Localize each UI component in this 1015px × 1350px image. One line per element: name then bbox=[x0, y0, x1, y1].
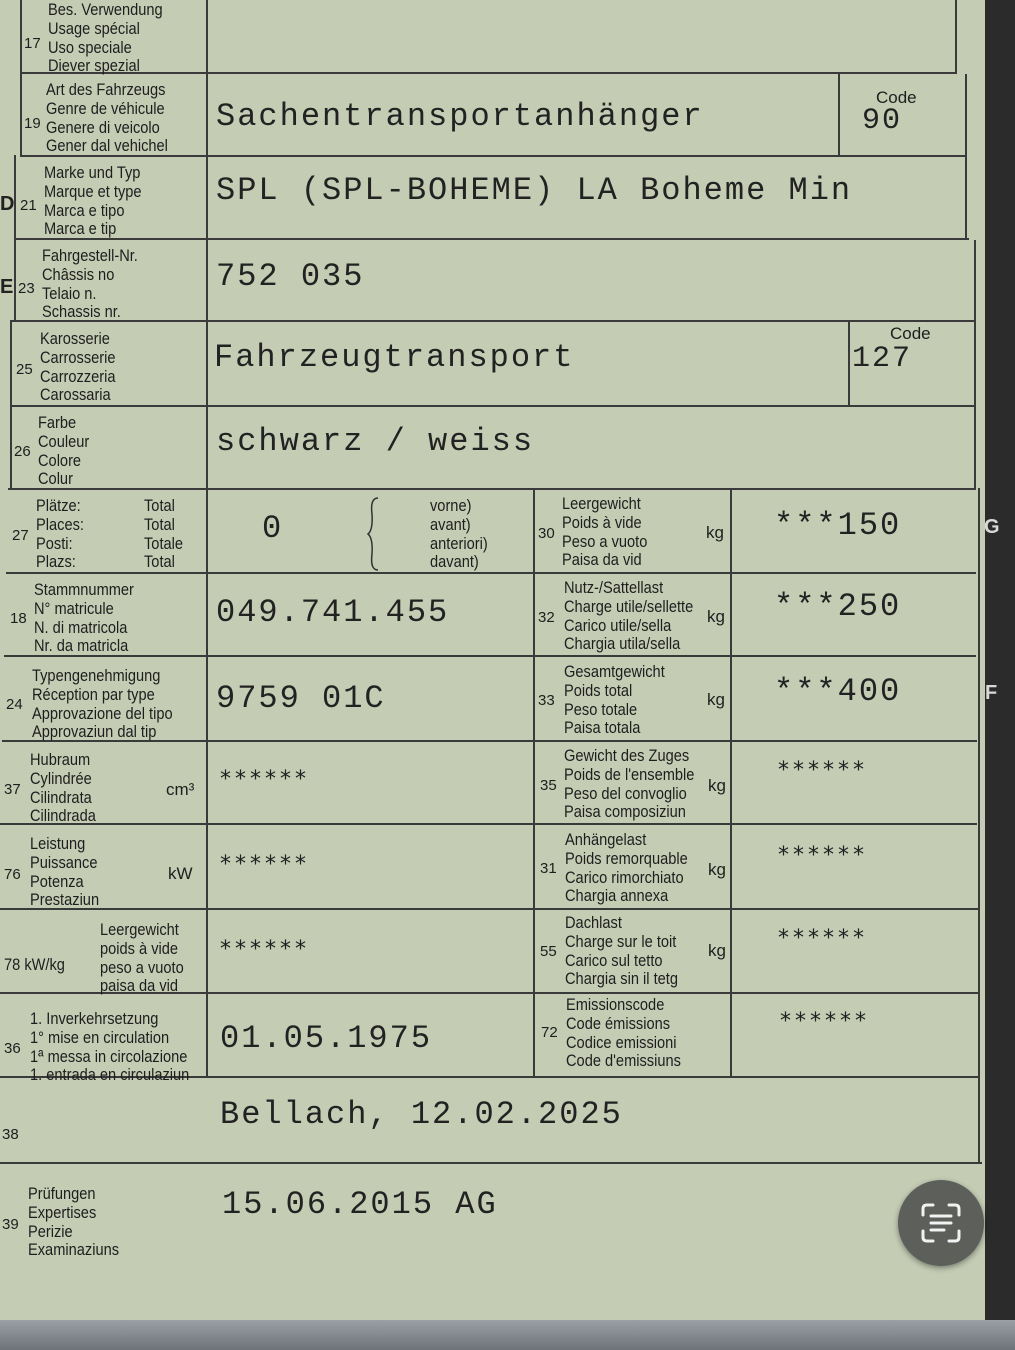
unit-label: kg bbox=[707, 690, 725, 709]
label-line: Stammnummer bbox=[34, 580, 134, 599]
empty-weight-value: ***150 bbox=[774, 507, 902, 544]
label-line: 1. Inverkehrsetzung bbox=[30, 1009, 159, 1028]
power-value: ****** bbox=[220, 852, 310, 877]
label-line: poids à vide bbox=[100, 939, 179, 958]
label-line: Charge sur le toit bbox=[565, 932, 677, 951]
label-line: Réception par type bbox=[32, 685, 155, 704]
roof-load-value: ****** bbox=[778, 926, 868, 951]
payload-value: ***250 bbox=[774, 588, 902, 625]
label-line: Paisa composiziun bbox=[564, 802, 686, 821]
side-marker: F bbox=[985, 682, 998, 704]
first-registration-value: 01.05.1975 bbox=[220, 1020, 433, 1057]
chassis-value: 752 035 bbox=[216, 258, 365, 295]
unit-label: cm³ bbox=[166, 780, 195, 799]
label-line: Totale bbox=[144, 534, 184, 553]
label-line: 1. entrada en circulaziun bbox=[30, 1065, 190, 1084]
label-line: Marke und Typ bbox=[44, 163, 141, 182]
divider bbox=[533, 488, 535, 1076]
label-line: Art des Fahrzeugs bbox=[46, 80, 166, 99]
label-line: Chargia sin il tetg bbox=[565, 969, 678, 988]
label-line: Leistung bbox=[30, 834, 86, 853]
label-line: Châssis no bbox=[42, 265, 115, 284]
field-number: 72 bbox=[541, 1024, 558, 1041]
make-value: SPL (SPL-BOHEME) LA Boheme Min bbox=[216, 172, 853, 209]
field-number: 25 bbox=[16, 361, 33, 378]
label-line: Places: bbox=[36, 515, 84, 534]
label-line: Schassis nr. bbox=[42, 302, 121, 321]
body-value: Fahrzeugtransport bbox=[214, 339, 575, 376]
field-number: 21 bbox=[20, 197, 37, 214]
label-line: Prestaziun bbox=[30, 890, 100, 909]
label-line: Carossaria bbox=[40, 385, 111, 404]
label-line: Gewicht des Zuges bbox=[564, 746, 690, 765]
unit-label: kg bbox=[708, 776, 726, 795]
label-line: Examinaziuns bbox=[28, 1240, 120, 1259]
label-line: Colore bbox=[38, 451, 82, 470]
code-label: Code bbox=[890, 324, 931, 343]
label-line: Prüfungen bbox=[28, 1184, 96, 1203]
brace-icon bbox=[366, 496, 380, 572]
label-line: Cilindrata bbox=[30, 788, 92, 807]
label-line: Carrozzeria bbox=[40, 367, 116, 386]
divider bbox=[730, 488, 732, 1076]
field-number: 37 bbox=[4, 781, 21, 798]
text-scan-button[interactable] bbox=[898, 1180, 984, 1266]
label-line: Codice emissioni bbox=[566, 1033, 677, 1052]
label-line: Marca e tip bbox=[44, 219, 117, 238]
emission-code-value: ****** bbox=[780, 1009, 870, 1034]
label-line: Total bbox=[144, 496, 175, 515]
label-line: Peso del convoglio bbox=[564, 784, 687, 803]
label-line: Total bbox=[144, 552, 175, 571]
label-line: Expertises bbox=[28, 1203, 97, 1222]
divider bbox=[14, 155, 16, 320]
label-line: Code émissions bbox=[566, 1014, 671, 1033]
label-line: Posti: bbox=[36, 534, 73, 553]
label-line: peso a vuoto bbox=[100, 958, 184, 977]
label-line: Telaio n. bbox=[42, 284, 97, 303]
divider bbox=[6, 572, 976, 574]
field-number: 76 bbox=[4, 866, 21, 883]
field-number: 17 bbox=[24, 35, 41, 52]
label-line: avant) bbox=[430, 515, 471, 534]
divider bbox=[978, 488, 980, 1164]
divider bbox=[955, 0, 957, 74]
seats-value: 0 bbox=[262, 510, 284, 547]
unit-label: kg bbox=[707, 607, 725, 626]
side-marker: E bbox=[0, 276, 14, 298]
place-date-value: Bellach, 12.02.2025 bbox=[220, 1096, 623, 1133]
label-line: Anhängelast bbox=[565, 830, 647, 849]
label-line: Peso a vuoto bbox=[562, 532, 648, 551]
label-line: Chargia annexa bbox=[565, 886, 669, 905]
field-number: 55 bbox=[540, 943, 557, 960]
label-line: anteriori) bbox=[430, 534, 488, 553]
field-number: 35 bbox=[540, 777, 557, 794]
label-line: Approvazione del tipo bbox=[32, 704, 173, 723]
divider bbox=[10, 405, 976, 407]
trailer-load-value: ****** bbox=[778, 843, 868, 868]
label-line: 1° mise en circulation bbox=[30, 1028, 170, 1047]
code-label: Code bbox=[876, 88, 917, 107]
field-number: 36 bbox=[4, 1040, 21, 1057]
unit-label: kg bbox=[708, 860, 726, 879]
label-line: Potenza bbox=[30, 872, 84, 891]
label-line: Total bbox=[144, 515, 175, 534]
label-line: Poids de l'ensemble bbox=[564, 765, 695, 784]
label-line: Bes. Verwendung bbox=[48, 0, 163, 19]
label-line: 1ª messa in circolazione bbox=[30, 1047, 188, 1066]
label-line: Gener dal vehichel bbox=[46, 136, 168, 155]
field-number: 18 bbox=[10, 610, 27, 627]
registry-value: 049.741.455 bbox=[216, 594, 450, 631]
label-line: Carico rimorchiato bbox=[565, 868, 684, 887]
total-weight-value: ***400 bbox=[774, 673, 902, 710]
text-scan-icon bbox=[919, 1201, 963, 1245]
divider bbox=[8, 488, 976, 490]
divider bbox=[12, 320, 974, 322]
label-line: Perizie bbox=[28, 1222, 73, 1241]
label-line: Fahrgestell-Nr. bbox=[42, 246, 138, 265]
label-line: Plätze: bbox=[36, 496, 81, 515]
field-number: 19 bbox=[24, 115, 41, 132]
label-line: Emissionscode bbox=[566, 995, 665, 1014]
label-line: N. di matricola bbox=[34, 618, 128, 637]
divider bbox=[20, 0, 22, 155]
color-value: schwarz / weiss bbox=[216, 423, 535, 460]
unit-label: kW bbox=[168, 864, 193, 883]
power-weight-value: ****** bbox=[220, 937, 310, 962]
divider bbox=[20, 155, 965, 157]
label-line: Approvaziun dal tip bbox=[32, 722, 157, 741]
label-line: Genere di veicolo bbox=[46, 118, 160, 137]
field-number: 27 bbox=[12, 527, 29, 544]
divider bbox=[848, 320, 850, 406]
label-line: vorne) bbox=[430, 496, 472, 515]
label-line: Carico sul tetto bbox=[565, 951, 663, 970]
field-number: 23 bbox=[18, 280, 35, 297]
label-line: Paisa totala bbox=[564, 718, 641, 737]
divider bbox=[10, 320, 12, 490]
divider bbox=[0, 1162, 982, 1164]
divider bbox=[4, 655, 976, 657]
label-line: Charge utile/sellette bbox=[564, 597, 694, 616]
label-line: Chargia utila/sella bbox=[564, 634, 681, 653]
field-number: 78 kW/kg bbox=[4, 955, 65, 974]
label-line: Poids à vide bbox=[562, 513, 642, 532]
label-line: Carico utile/sella bbox=[564, 616, 672, 635]
label-line: Poids total bbox=[564, 681, 633, 700]
divider bbox=[838, 74, 840, 156]
field-number: 26 bbox=[14, 443, 31, 460]
label-line: davant) bbox=[430, 552, 479, 571]
divider bbox=[20, 72, 955, 74]
label-line: Leergewicht bbox=[100, 920, 179, 939]
divider bbox=[0, 823, 977, 825]
label-line: Diever spezial bbox=[48, 56, 140, 75]
body-code: 127 bbox=[852, 342, 913, 376]
field-number: 39 bbox=[2, 1216, 19, 1233]
label-line: Paisa da vid bbox=[562, 550, 642, 569]
label-line: Karosserie bbox=[40, 329, 110, 348]
label-line: Nr. da matricla bbox=[34, 636, 129, 655]
label-line: Cylindrée bbox=[30, 769, 92, 788]
side-marker: G bbox=[984, 516, 1000, 538]
label-line: Plazs: bbox=[36, 552, 76, 571]
field-number: 24 bbox=[6, 696, 23, 713]
field-number: 33 bbox=[538, 692, 555, 709]
label-line: Marque et type bbox=[44, 182, 142, 201]
divider bbox=[965, 74, 967, 240]
label-line: Couleur bbox=[38, 432, 90, 451]
divider bbox=[206, 0, 208, 1078]
label-line: Dachlast bbox=[565, 913, 622, 932]
field-number: 38 bbox=[2, 1126, 19, 1143]
label-line: Code d'emissiuns bbox=[566, 1051, 681, 1070]
label-line: Genre de véhicule bbox=[46, 99, 165, 118]
label-line: Farbe bbox=[38, 413, 77, 432]
label-line: Usage spécial bbox=[48, 19, 140, 38]
divider bbox=[14, 238, 969, 240]
label-line: paisa da vid bbox=[100, 976, 179, 995]
label-line: Peso totale bbox=[564, 700, 638, 719]
train-weight-value: ****** bbox=[778, 758, 868, 783]
inspections-value: 15.06.2015 AG bbox=[222, 1186, 498, 1223]
label-line: Uso speciale bbox=[48, 38, 132, 57]
unit-label: kg bbox=[708, 941, 726, 960]
label-line: Hubraum bbox=[30, 750, 91, 769]
unit-label: kg bbox=[706, 523, 724, 542]
label-line: Carrosserie bbox=[40, 348, 116, 367]
side-marker: D bbox=[0, 193, 15, 215]
field-number: 30 bbox=[538, 525, 555, 542]
label-line: Poids remorquable bbox=[565, 849, 688, 868]
vehicle-type-code: 90 bbox=[862, 104, 903, 138]
label-line: Marca e tipo bbox=[44, 201, 125, 220]
label-line: Cilindrada bbox=[30, 806, 96, 825]
label-line: Gesamtgewicht bbox=[564, 662, 665, 681]
field-number: 32 bbox=[538, 609, 555, 626]
label-line: N° matricule bbox=[34, 599, 114, 618]
type-approval-value: 9759 01C bbox=[216, 680, 386, 717]
label-line: Puissance bbox=[30, 853, 98, 872]
field-number: 31 bbox=[540, 860, 557, 877]
divider bbox=[974, 240, 976, 490]
divider bbox=[0, 908, 978, 910]
label-line: Nutz-/Sattellast bbox=[564, 578, 664, 597]
displacement-value: ****** bbox=[220, 767, 310, 792]
background-surface bbox=[0, 1320, 1015, 1350]
label-line: Typengenehmigung bbox=[32, 666, 161, 685]
label-line: Colur bbox=[38, 469, 73, 488]
label-line: Leergewicht bbox=[562, 494, 641, 513]
vehicle-type-value: Sachentransportanhänger bbox=[216, 98, 704, 135]
